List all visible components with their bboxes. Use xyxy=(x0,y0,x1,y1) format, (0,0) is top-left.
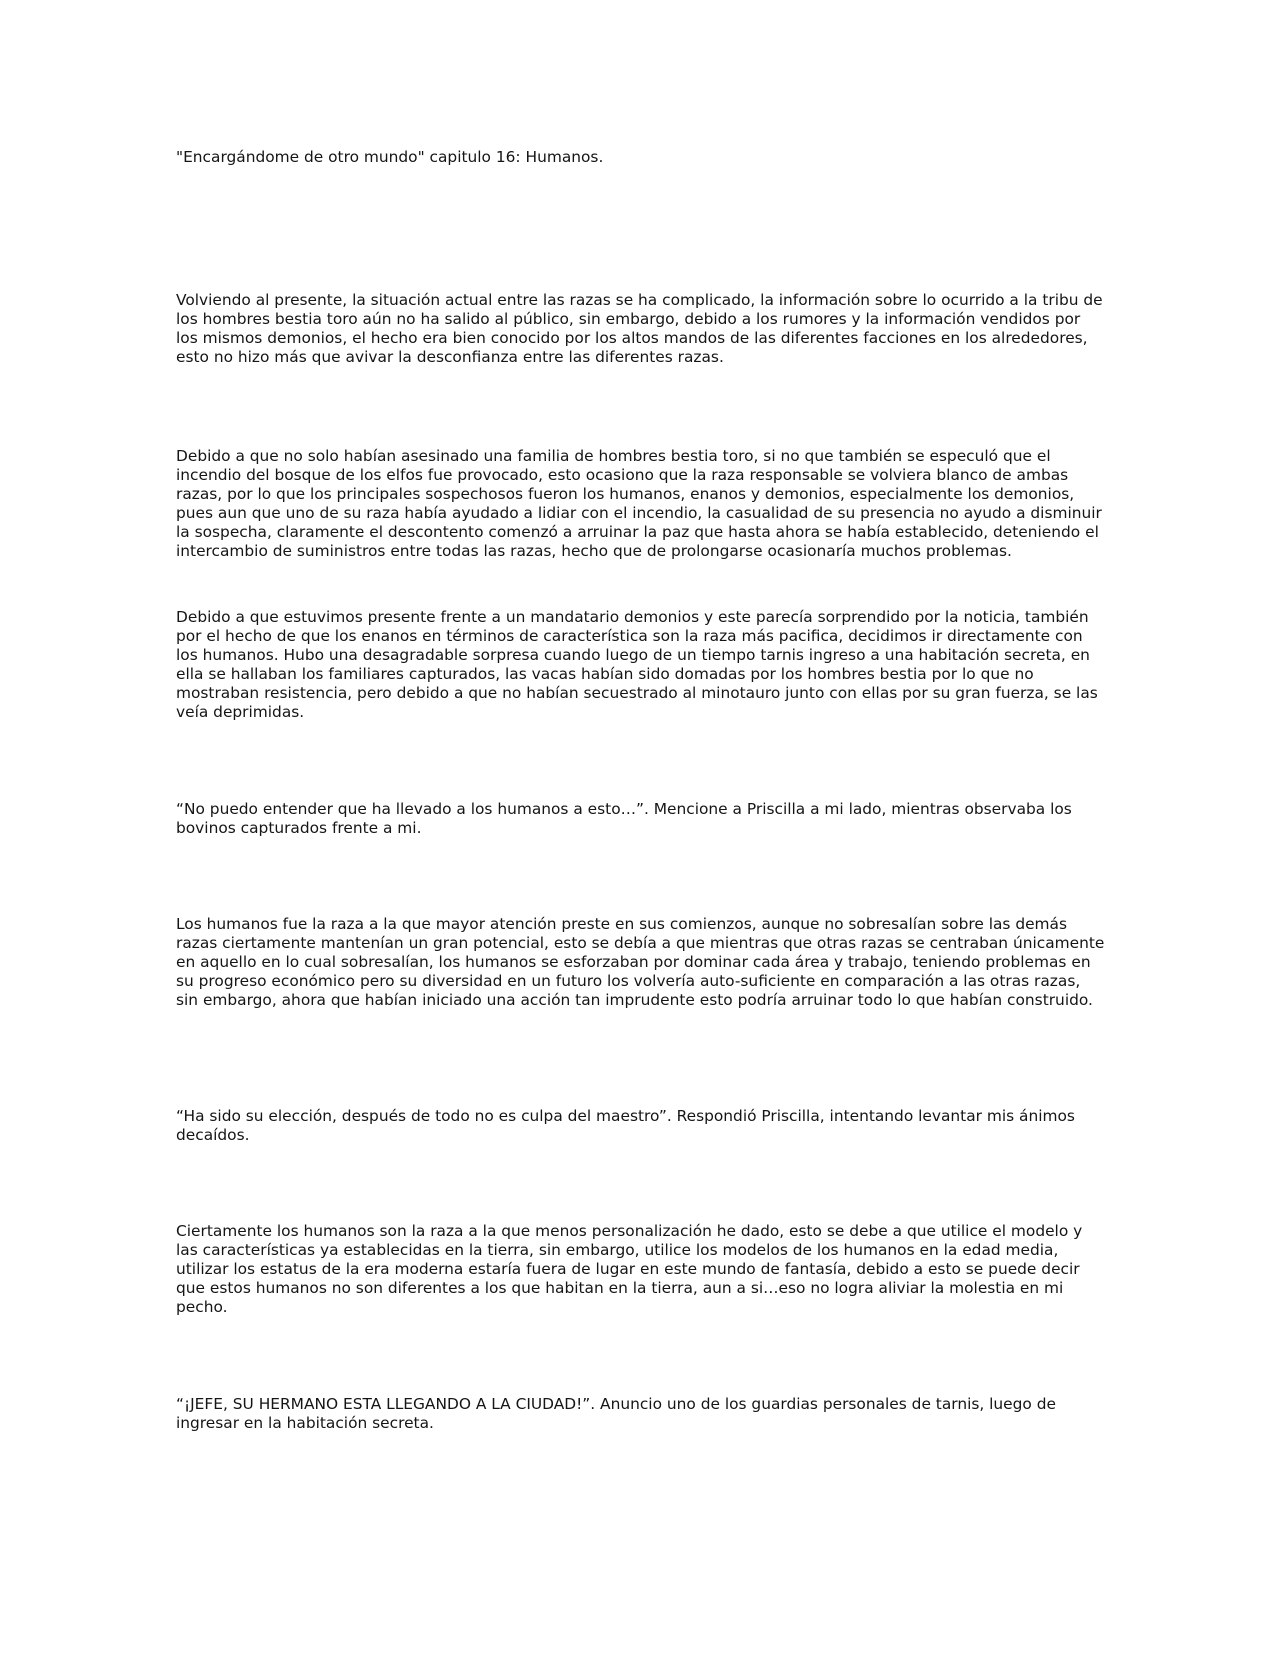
paragraph-4: “No puedo entender que ha llevado a los humanos a esto…”. Mencione a Priscilla a mi lado, mientras observaba los bovinos capturados frente a mi. xyxy=(176,800,1072,837)
paragraph-1: Volviendo al presente, la situación actual entre las razas se ha complicado, la información sobre lo ocurrido a la tribu de los hombres bestia toro aún no ha salido al público, sin embargo, debido a los rumores y la información vendidos por los mismos demonios, el hecho era bien conocido por los altos mandos de las diferentes facciones en los alrededores, esto no hizo más que avivar la desconfianza entre las diferentes razas. xyxy=(176,291,1103,366)
paragraph-8: “¡JEFE, SU HERMANO ESTA LLEGANDO A LA CIUDAD!”. Anuncio uno de los guardias personales de tarnis, luego de ingresar en la habitación secreta. xyxy=(176,1395,1056,1432)
paragraph-5: Los humanos fue la raza a la que mayor atención preste en sus comienzos, aunque no sobresalían sobre las demás razas ciertamente mantenían un gran potencial, esto se debía a que mientras que otras razas se centraban únicamente en aquello en lo cual sobresalían, los humanos se esforzaban por dominar cada área y trabajo, teniendo problemas en su progreso económico pero su diversidad en un futuro los volvería auto-suficiente en comparación a las otras razas, sin embargo, ahora que habían iniciado una acción tan imprudente esto podría arruinar todo lo que habían construido. xyxy=(176,915,1105,1009)
paragraph-2: Debido a que no solo habían asesinado una familia de hombres bestia toro, si no que también se especuló que el incendio del bosque de los elfos fue provocado, esto ocasiono que la raza responsable se volviera blanco de ambas razas, por lo que los principales sospechosos fueron los humanos, enanos y demonios, especialmente los demonios, pues aun que uno de su raza había ayudado a lidiar con el incendio, la casualidad de su presencia no ayudo a disminuir la sospecha, claramente el descontento comenzó a arruinar la paz que hasta ahora se había establecido, deteniendo el intercambio de suministros entre todas las razas, hecho que de prolongarse ocasionaría muchos problemas. xyxy=(176,447,1102,560)
chapter-title: "Encargándome de otro mundo" capitulo 16: Humanos. xyxy=(176,148,604,166)
paragraph-6: “Ha sido su elección, después de todo no es culpa del maestro”. Respondió Priscilla, intentando levantar mis ánimos decaídos. xyxy=(176,1107,1075,1144)
paragraph-3: Debido a que estuvimos presente frente a un mandatario demonios y este parecía sorprendido por la noticia, también por el hecho de que los enanos en términos de característica son la raza más pacifica, decidimos ir directamente con los humanos. Hubo una desagradable sorpresa cuando luego de un tiempo tarnis ingreso a una habitación secreta, en ella se hallaban los familiares capturados, las vacas habían sido domadas por los hombres bestia por lo que no mostraban resistencia, pero debido a que no habían secuestrado al minotauro junto con ellas por su gran fuerza, se las veía deprimidas. xyxy=(176,608,1098,721)
paragraph-7: Ciertamente los humanos son la raza a la que menos personalización he dado, esto se debe a que utilice el modelo y las características ya establecidas en la tierra, sin embargo, utilice los modelos de los humanos en la edad media, utilizar los estatus de la era moderna estaría fuera de lugar en este mundo de fantasía, debido a esto se puede decir que estos humanos no son diferentes a los que habitan en la tierra, aun a si…eso no logra aliviar la molestia en mi pecho. xyxy=(176,1222,1083,1316)
